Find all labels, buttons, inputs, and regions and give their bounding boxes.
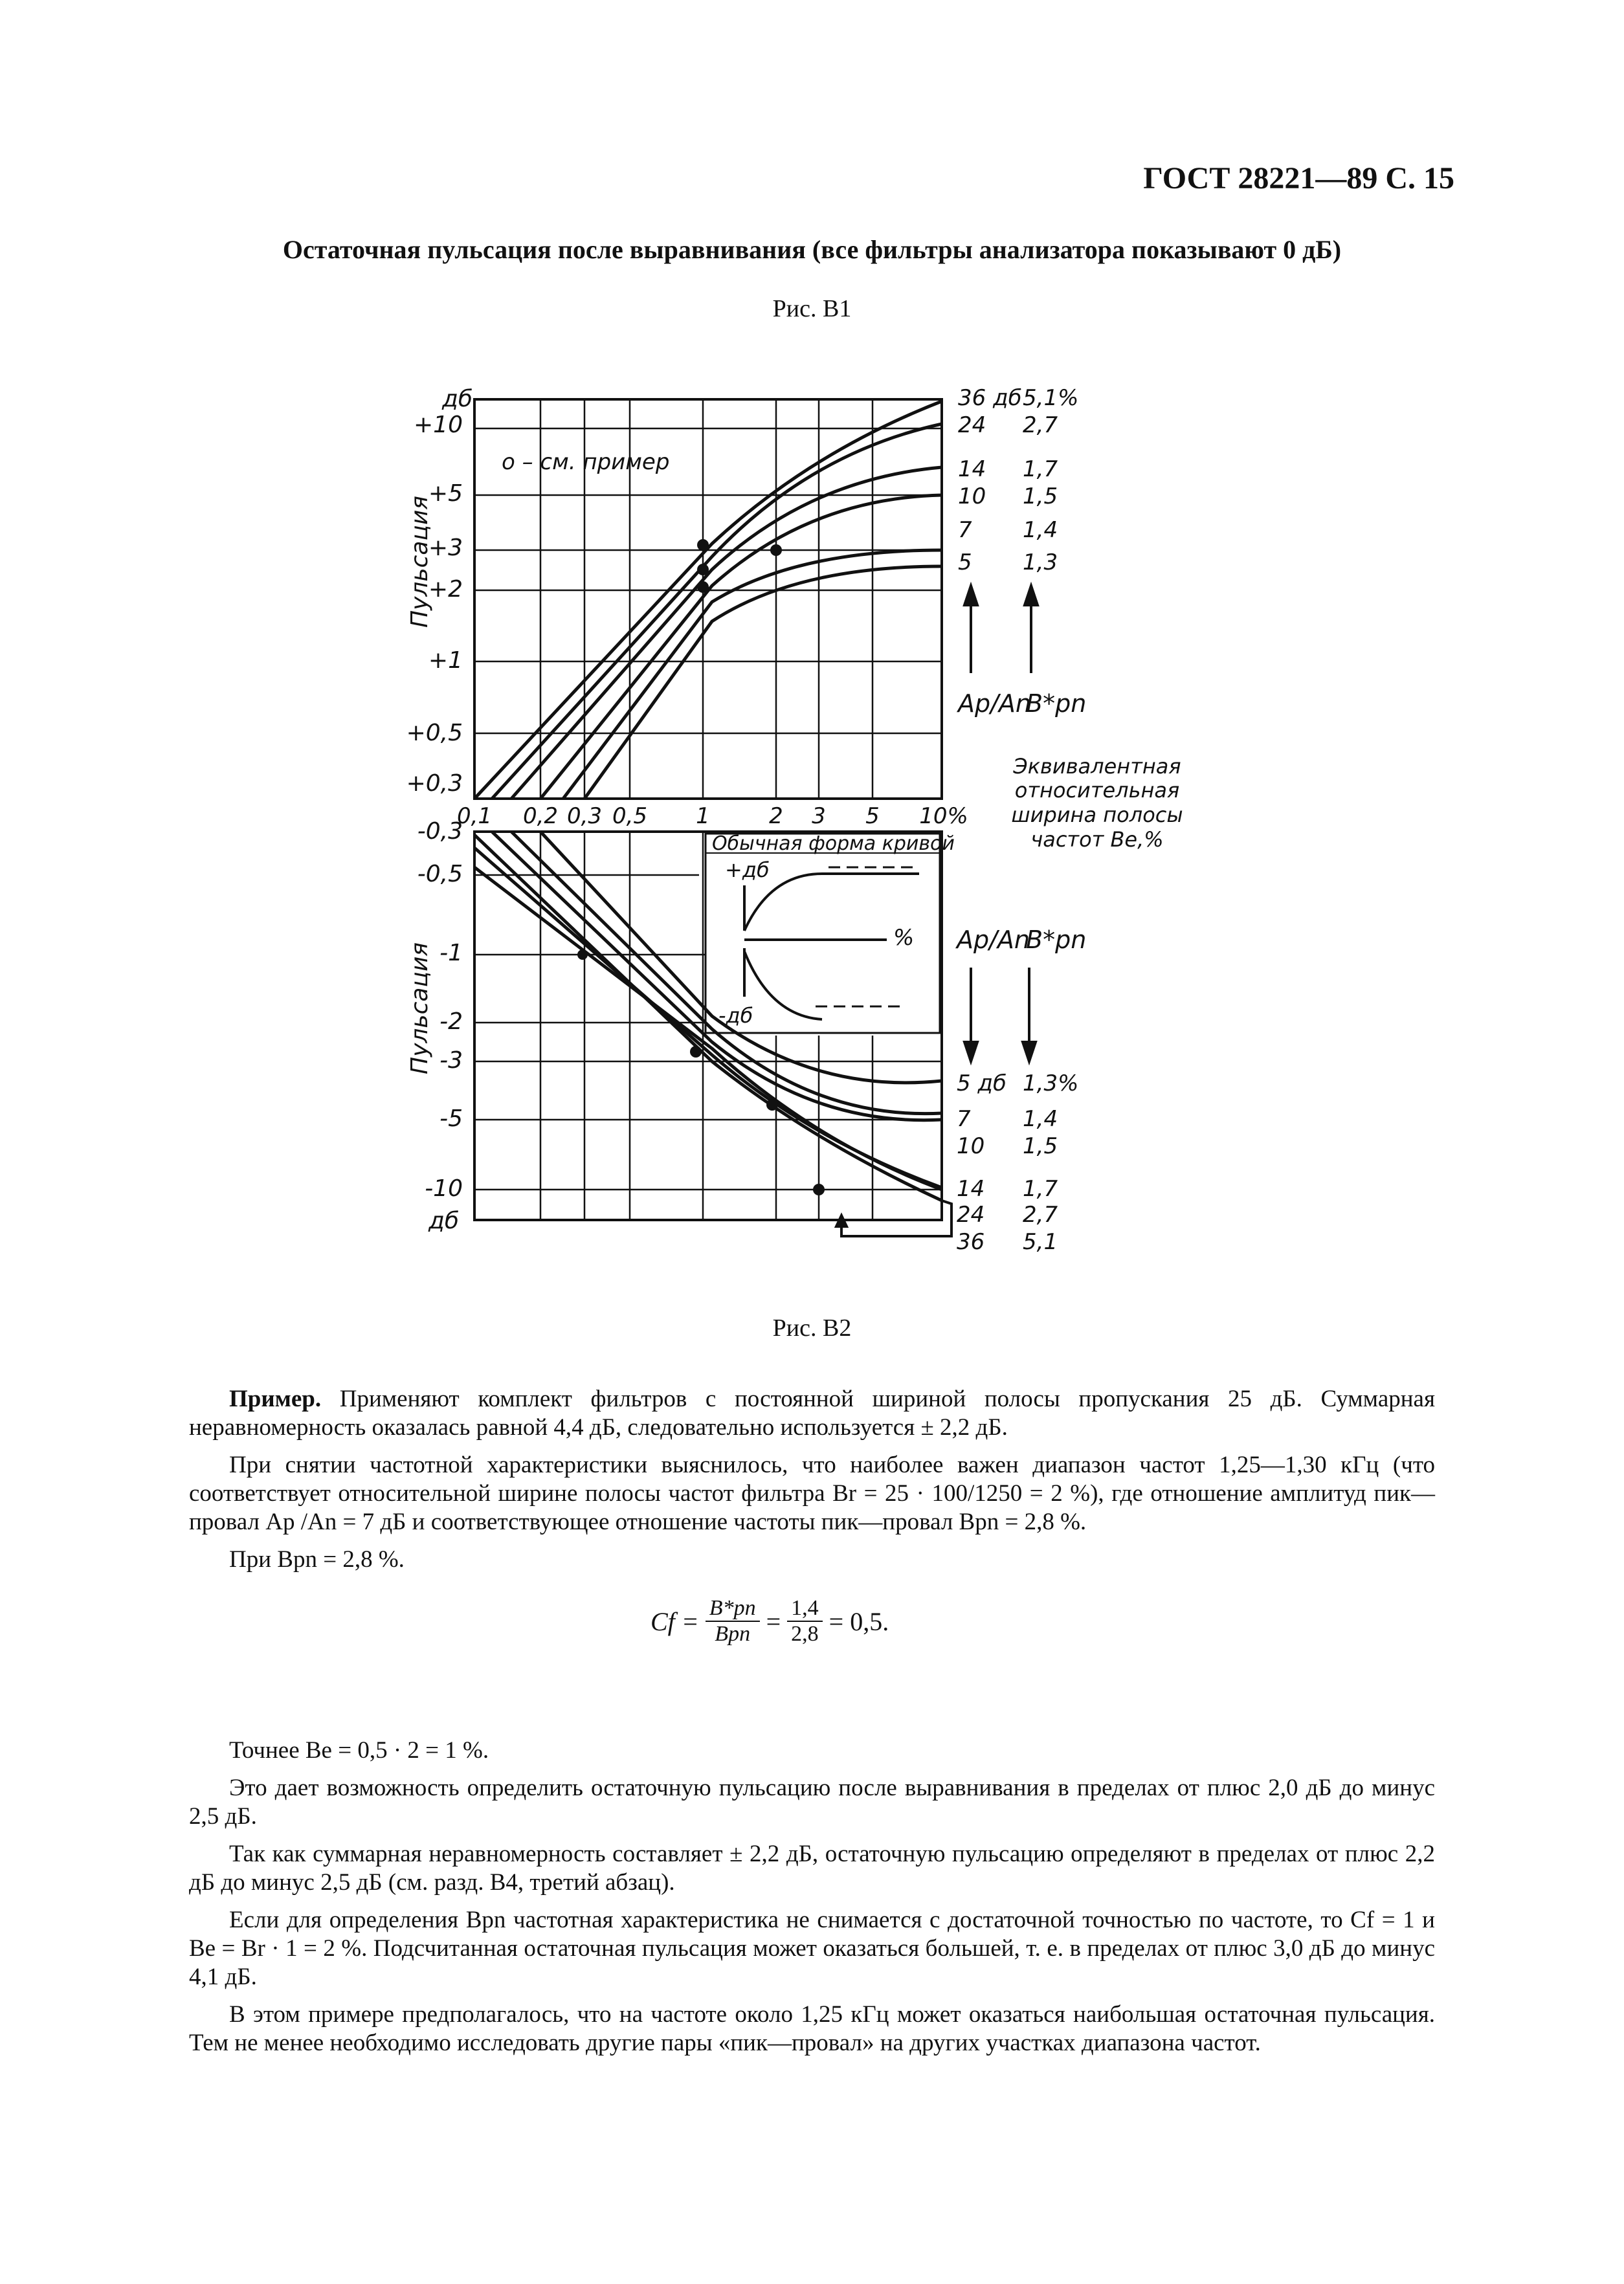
x-axis-caption-line: частот Be,% xyxy=(1030,827,1164,852)
y-tick-label: +3 xyxy=(428,535,463,561)
example-text-block-1 xyxy=(189,1385,1435,1583)
ratio-label: Ap/An xyxy=(958,689,1031,718)
arrow-down-icon xyxy=(964,1042,977,1061)
right-row-ratio: 14 xyxy=(957,1176,985,1202)
right-lower-table xyxy=(957,1070,1078,1255)
right-header-percent: 5,1% xyxy=(1023,385,1079,411)
y-tick-label: -1 xyxy=(439,940,463,966)
y-tick-label: +2 xyxy=(428,576,463,603)
x-axis-caption-line: ширина полосы xyxy=(1011,803,1183,827)
ratio-label-lower: Ap/An xyxy=(957,926,1030,954)
x-axis-caption-line: Эквивалентная xyxy=(1013,754,1181,779)
x-tick-labels xyxy=(457,803,968,829)
y-tick-label: +0,5 xyxy=(406,720,463,746)
x-tick-label: 2 xyxy=(769,803,783,829)
right-row-percent: 5,1 xyxy=(1023,1229,1058,1255)
y-tick-label: +10 xyxy=(414,412,463,438)
page-header: ГОСТ 28221—89 С. 15 xyxy=(1143,161,1454,195)
upper-y-axis-label: Пульсация xyxy=(406,495,433,628)
arrow-down-icon xyxy=(1023,1042,1036,1061)
right-row-ratio: 14 xyxy=(958,456,986,482)
example-point xyxy=(697,581,709,593)
y-tick-label: -10 xyxy=(425,1175,463,1202)
figure-2-caption: Рис. В2 xyxy=(772,1314,852,1342)
arrow-up-icon xyxy=(836,1215,847,1226)
right-row-percent: 1,3 xyxy=(1023,549,1058,575)
paragraph: Применяют комплект фильтров с постоянной шириной полосы пропускания 25 дБ. Суммарная неравномерность оказалась равной 4,4 дБ, следовательно используется ± 2,2 дБ. xyxy=(189,1386,1435,1441)
example-point xyxy=(770,544,782,556)
y-tick-label: +5 xyxy=(428,480,463,507)
inset-minus-label: -дб xyxy=(718,1003,753,1028)
inset-plus-label: +дб xyxy=(725,858,770,882)
right-row-ratio: 10 xyxy=(957,1133,985,1159)
arrow-up-icon xyxy=(1025,586,1038,605)
y-tick-label: +1 xyxy=(428,647,463,674)
paragraph: Если для определения Bpn частотная характеристика не снимается с достаточной точностью по частоте, то Cf = 1 и Be = Br · 1 = 2 %. Подсчитанная остаточная пульсация может оказаться большей, т. е. в пределах от плюс 3,0 дБ до минус 4,1 дБ. xyxy=(189,1907,1435,1990)
formula-lhs: Cf = xyxy=(651,1606,699,1636)
example-point xyxy=(813,1184,825,1195)
right-row-percent: 1,4 xyxy=(1023,517,1058,543)
down-arrows xyxy=(964,968,1036,1061)
example-point xyxy=(697,564,709,575)
y-tick-label: -2 xyxy=(439,1008,463,1035)
b-label: B*pn xyxy=(1026,689,1087,718)
right-row-ratio: 7 xyxy=(957,1106,971,1132)
paragraph: При снятии частотной характеристики выяснилось, что наиболее важен диапазон частот 1,25—1,30 кГц (что соответствует относительной ширине полосы частот фильтра Br = 25 · 100/1250 = 2 %), где отношение амплитуд пик—провал Ap /An = 7 дБ и соответствующее отношение частоты пик—провал Bpn = 2,8 %. xyxy=(189,1452,1435,1535)
example-point xyxy=(766,1099,778,1111)
right-row-percent: 2,7 xyxy=(1023,1202,1058,1228)
lower-bracket xyxy=(836,1201,951,1236)
y-tick-label: -0,3 xyxy=(417,818,463,845)
lower-unit-label: дб xyxy=(428,1208,460,1234)
y-tick-label: -5 xyxy=(439,1105,463,1132)
paragraph: При Bpn = 2,8 %. xyxy=(229,1546,405,1573)
right-row-percent: 2,7 xyxy=(1023,412,1058,438)
right-row-ratio: 5 xyxy=(958,549,972,575)
right-row-percent: 1,7 xyxy=(1023,1176,1058,1202)
x-tick-label: 0,2 xyxy=(522,803,559,829)
y-tick-label: -0,5 xyxy=(417,861,463,887)
right-row-ratio: 36 xyxy=(957,1229,985,1255)
section-title: Остаточная пульсация после выравнивания (все фильтры анализатора показывают 0 дБ) xyxy=(282,235,1342,264)
right-row-ratio: 7 xyxy=(958,517,972,543)
example-label: Пример. xyxy=(229,1386,322,1412)
right-header-ratio: 36 дб xyxy=(958,385,1022,411)
right-row-ratio: 24 xyxy=(957,1202,985,1228)
example-point xyxy=(697,539,709,551)
x-axis-caption xyxy=(1011,754,1183,852)
formula-result: = 0,5. xyxy=(829,1606,889,1636)
arrow-up-icon xyxy=(964,586,977,605)
formula-den-2: 2,8 xyxy=(791,1622,819,1646)
right-row-percent: 1,7 xyxy=(1023,456,1058,482)
x-tick-label: 0,3 xyxy=(566,803,603,829)
inset-percent-label: % xyxy=(893,925,915,951)
formula-num: B*pn xyxy=(706,1596,760,1622)
x-tick-label: 0,1 xyxy=(456,803,493,829)
paragraph: Так как суммарная неравномерность составляет ± 2,2 дБ, остаточную пульсацию определяют в пределах от плюс 2,2 дБ до минус 2,5 дБ (см. разд. В4, третий абзац). xyxy=(189,1841,1435,1896)
example-point xyxy=(690,1046,702,1058)
formula-fraction-1 xyxy=(706,1596,760,1646)
x-tick-label: 10% xyxy=(919,803,968,829)
x-tick-label: 5 xyxy=(865,803,880,829)
y-tick-label: -3 xyxy=(439,1047,463,1074)
right-row-ratio: 10 xyxy=(958,483,986,509)
paragraph: Точнее Be = 0,5 · 2 = 1 %. xyxy=(229,1737,489,1764)
right-row-ratio: 24 xyxy=(958,412,986,438)
x-tick-label: 3 xyxy=(812,803,826,829)
formula-num-2: 1,4 xyxy=(787,1596,823,1622)
right-row-percent: 1,3% xyxy=(1023,1070,1079,1096)
upper-unit-label: дб xyxy=(442,386,473,412)
paragraph: В этом примере предполагалось, что на частоте около 1,25 кГц может оказаться наибольшая остаточная пульсация. Тем не менее необходимо исследовать другие пары «пик—провал» на других участках диапазона частот. xyxy=(189,2001,1435,2056)
formula-fraction-2 xyxy=(787,1596,823,1646)
x-tick-label: 0,5 xyxy=(612,803,648,829)
legend-note: о – см. пример xyxy=(502,449,670,475)
figure-1-caption: Рис. В1 xyxy=(772,295,852,322)
right-row-percent: 1,5 xyxy=(1023,1133,1058,1159)
b-label-lower: B*pn xyxy=(1026,926,1087,954)
y-tick-label: +0,3 xyxy=(406,770,463,797)
right-row-percent: 1,4 xyxy=(1023,1106,1058,1132)
formula-cf: Cf = $\frac{B*pn}{\text{Bpn}}$ = $\frac{1,4}{2,8}$ = 0,5. xyxy=(651,1596,889,1646)
x-axis-caption-line: относительная xyxy=(1014,778,1180,803)
formula-den: Bpn xyxy=(715,1622,751,1646)
right-row-ratio: 5 дб xyxy=(957,1070,1007,1096)
up-arrows xyxy=(964,586,1038,673)
lower-y-axis-label: Пульсация xyxy=(406,942,433,1074)
x-tick-label: 1 xyxy=(696,803,710,829)
example-point xyxy=(577,949,588,960)
inset-title: Обычная форма кривой xyxy=(712,832,955,855)
paragraph: Это дает возможность определить остаточную пульсацию после выравнивания в пределах от плюс 2,0 дБ до минус 2,5 дБ. xyxy=(189,1775,1435,1830)
example-text-block-2 xyxy=(189,1736,1435,2067)
right-row-percent: 1,5 xyxy=(1023,483,1058,509)
right-upper-table xyxy=(958,385,1078,575)
